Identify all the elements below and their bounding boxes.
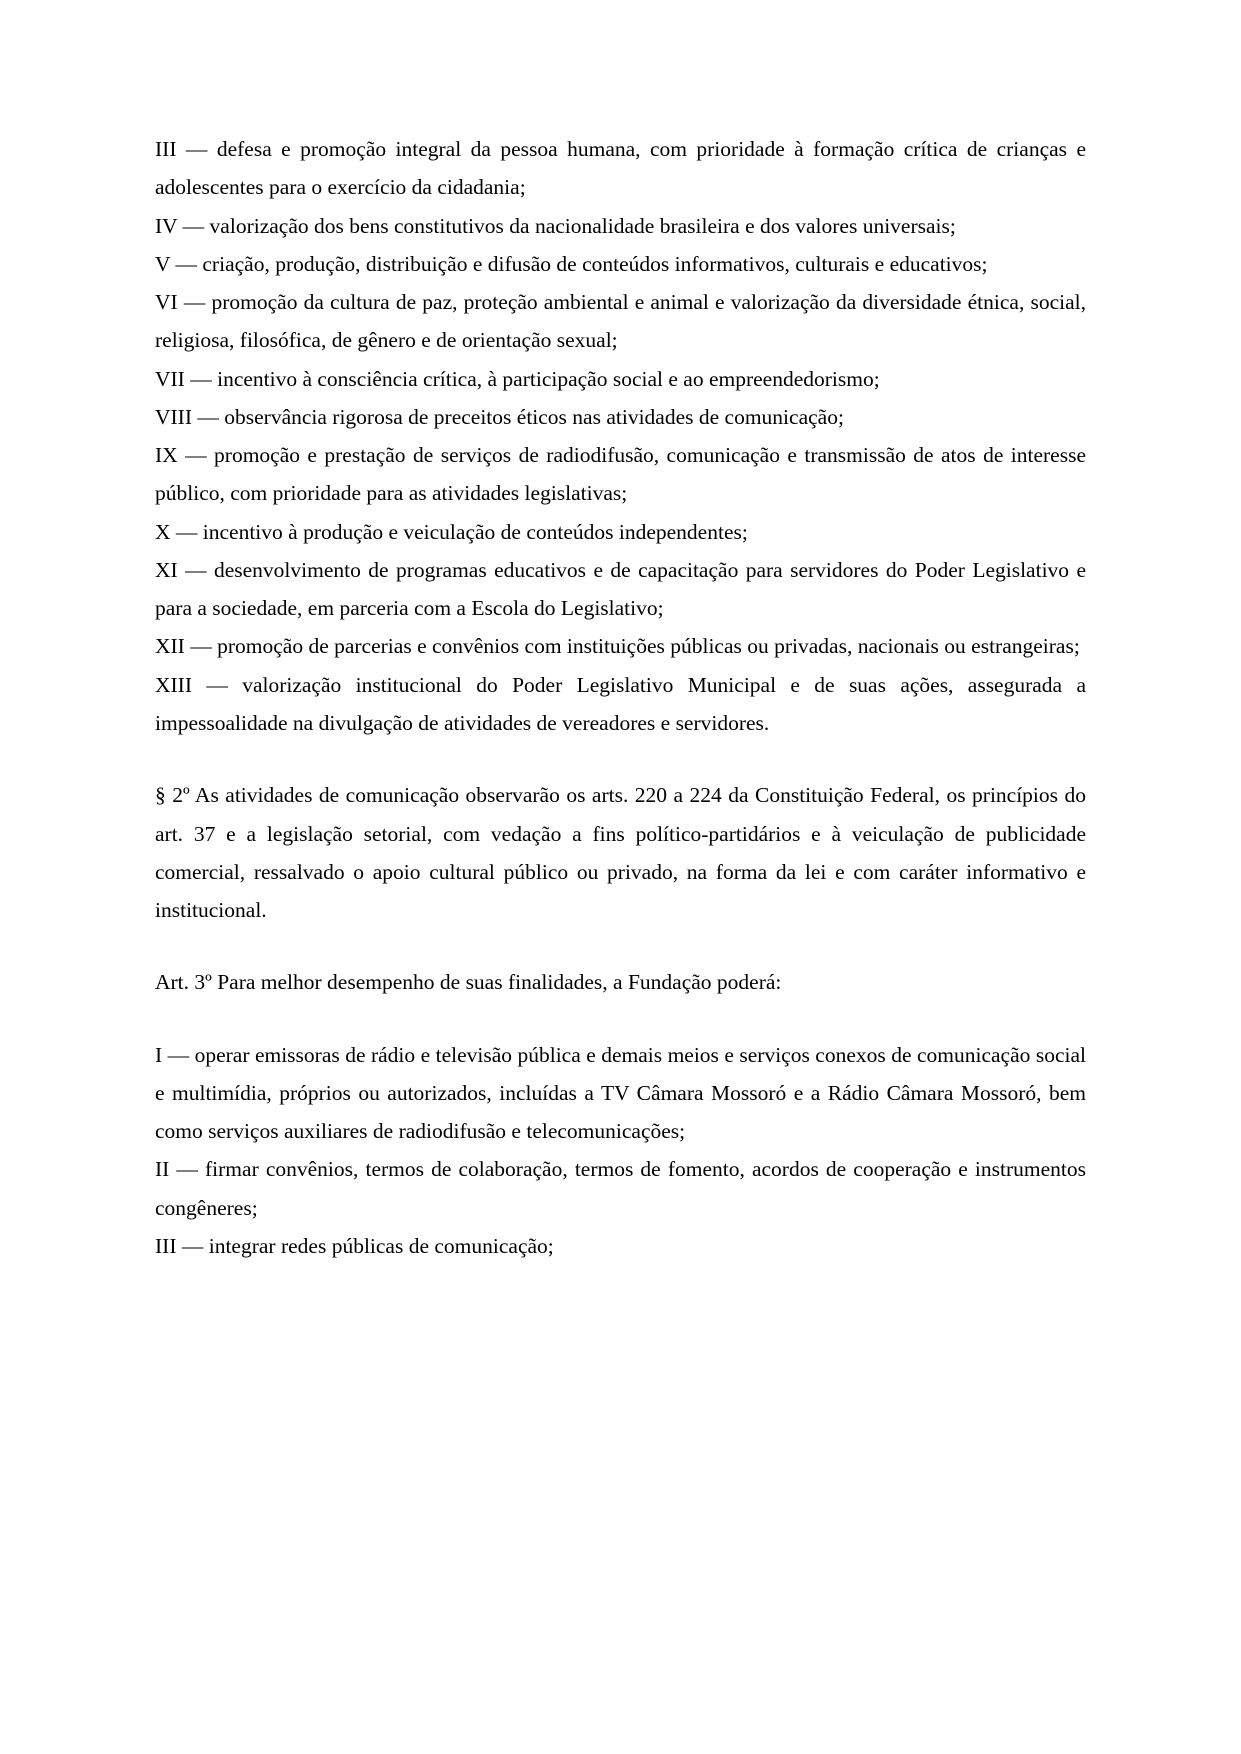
paragraph-item-viii: VIII — observância rigorosa de preceitos éticos nas atividades de comunicação; [155,404,844,429]
paragraph-art3-item-ii: II — firmar convênios, termos de colaboração, termos de fomento, acordos de cooperação e instrumentos congêneres; [155,1157,1086,1220]
paragraph-item-xi: XI — desenvolvimento de programas educativos e de capacitação para servidores do Poder Legislativo e para a sociedade, em parceria com a Escola do Legislativo; [155,557,1086,621]
paragraph-art3-item-iii: III — integrar redes públicas de comunicação; [155,1233,554,1258]
paragraph-item-xii: XII — promoção de parcerias e convênios com instituições públicas ou privadas, nacionais ou estrangeiras; [155,634,1080,659]
paragraph-item-vii: VII — incentivo à consciência crítica, à participação social e ao empreendedorismo; [155,366,880,391]
paragraph-item-v: V — criação, produção, distribuição e difusão de conteúdos informativos, culturais e educativos; [155,251,988,276]
paragraph-item-iii: III — defesa e promoção integral da pessoa humana, com prioridade à formação crítica de crianças e adolescentes para o exercício da cidadania; [155,137,1086,200]
paragraph-item-xiii: XIII — valorização institucional do Poder Legislativo Municipal e de suas ações, assegurada a impessoalidade na divulgação de atividades de vereadores e servidores. [155,672,1086,735]
paragraph-art3-item-i: I — operar emissoras de rádio e televisão pública e demais meios e serviços conexos de comunicação social e multimídia, próprios ou autorizados, incluídas a TV Câmara Mossoró e a Rádio Câmara Mossoró, bem como serviços auxiliares de radiodifusão e telecomunicações; [155,1042,1086,1144]
paragraph-item-x: X — incentivo à produção e veiculação de conteúdos independentes; [155,519,748,544]
paragraph-artigo-3: Art. 3º Para melhor desempenho de suas finalidades, a Fundação poderá: [155,970,782,995]
document-body [155,130,1086,1265]
paragraph-item-vi: VI — promoção da cultura de paz, proteção ambiental e animal e valorização da diversidade étnica, social, religiosa, filosófica, de gênero e de orientação sexual; [155,290,1086,353]
paragraph-paragrafo-2: § 2º As atividades de comunicação observarão os arts. 220 a 224 da Constituição Federal, os princípios do art. 37 e a legislação setorial, com vedação a fins político-partidários e à veiculação de publicidade comercial, ressalvado o apoio cultural público ou privado, na forma da lei e com caráter informativo e institucional. [155,783,1086,923]
paragraph-item-iv: IV — valorização dos bens constitutivos da nacionalidade brasileira e dos valores universais; [155,213,956,238]
paragraph-item-ix: IX — promoção e prestação de serviços de radiodifusão, comunicação e transmissão de atos de interesse público, com prioridade para as atividades legislativas; [155,443,1086,506]
